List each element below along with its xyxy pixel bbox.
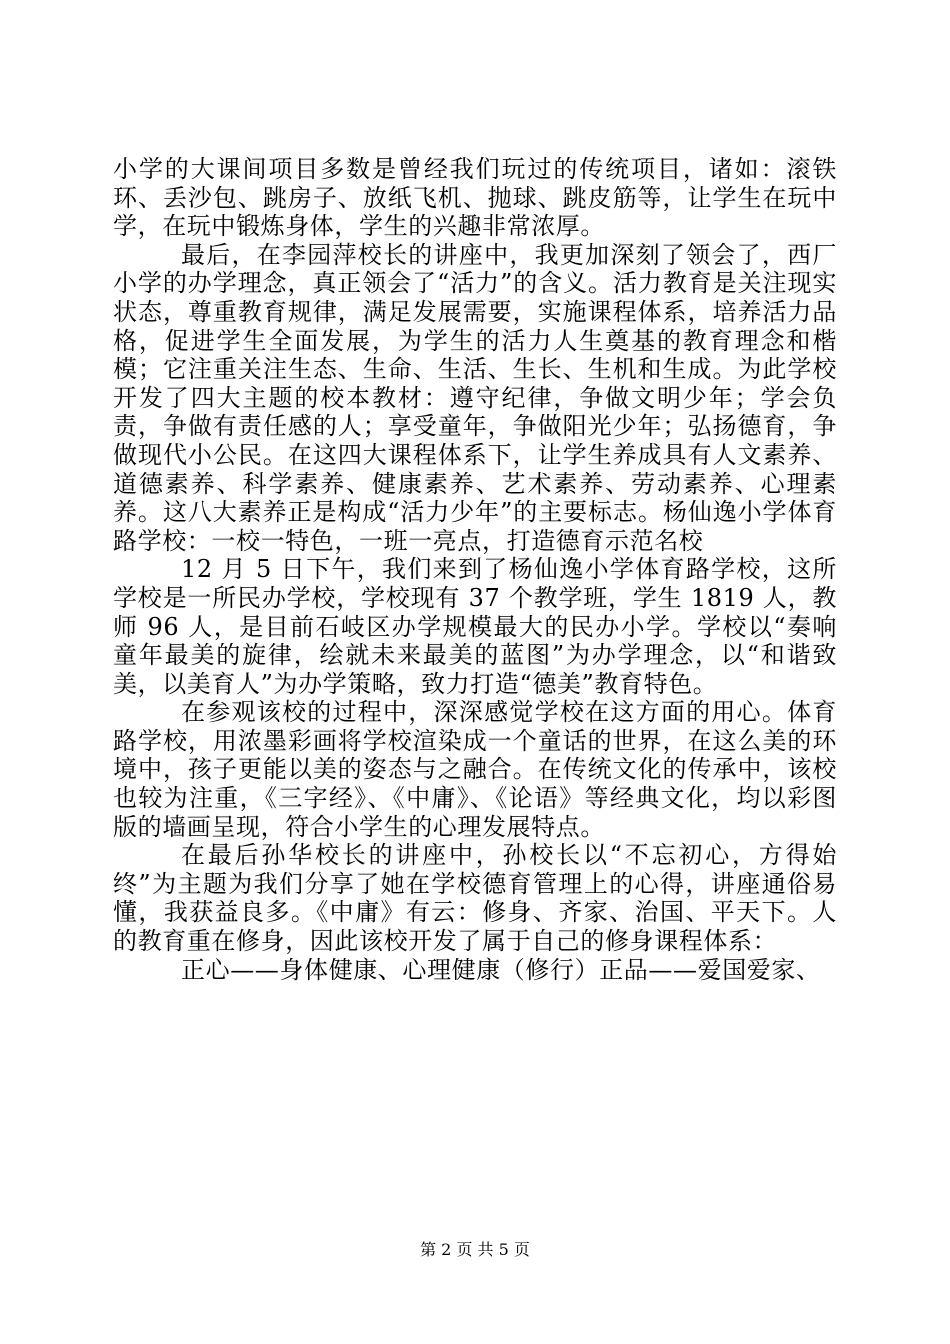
- page-number-footer: 第 2 页 共 5 页: [420, 1240, 530, 1259]
- paragraph-continuation: 小学的大课间项目多数是曾经我们玩过的传统项目，诸如：滚铁环、丢沙包、跳房子、放纸飞机、抛球、跳皮筋等，让学生在玩中学，在玩中锻炼身体，学生的兴趣非常浓厚。: [113, 155, 837, 241]
- paragraph-campus-tour: 在参观该校的过程中，深深感觉学校在这方面的用心。体育路学校，用浓墨彩画将学校渲染成一个童话的世界，在这么美的环境中，孩子更能以美的姿态与之融合。在传统文化的传承中，该校也较为注重，《三字经》、《中庸》、《论语》等经典文化，均以彩图版的墙画呈现，符合小学生的心理发展特点。: [113, 698, 837, 841]
- paragraph-lecture-sun: 在最后孙华校长的讲座中，孙校长以“不忘初心，方得始终”为主题为我们分享了她在学校德育管理上的心得，讲座通俗易懂，我获益良多。《中庸》有云：修身、齐家、治国、平天下。人的教育重在修身，因此该校开发了属于自己的修身课程体系：: [113, 841, 837, 956]
- document-body: [113, 155, 837, 984]
- paragraph-school-visit: 12 月 5 日下午，我们来到了杨仙逸小学体育路学校，这所学校是一所民办学校，学校现有 37 个教学班，学生 1819 人，教师 96 人，是目前石岐区办学规模最大的民办小学。学校以“奏响童年最美的旋律，绘就未来最美的蓝图”为办学理念，以“和谐致美，以美育人”为办学策略，致力打造“德美”教育特色。: [113, 555, 837, 698]
- paragraph-curriculum: 正心——身体健康、心理健康（修行）正品——爱国爱家、: [181, 955, 821, 984]
- paragraph-lecture-li: 最后，在李园萍校长的讲座中，我更加深刻了领会了，西厂小学的办学理念，真正领会了“活力”的含义。活力教育是关注现实状态，尊重教育规律，满足发展需要，实施课程体系，培养活力品格，促进学生全面发展，为学生的活力人生奠基的教育理念和楷模；它注重关注生态、生命、生活、生长、生机和生成。为此学校开发了四大主题的校本教材：遵守纪律，争做文明少年；学会负责，争做有责任感的人；享受童年，争做阳光少年；弘扬德育，争做现代小公民。在这四大课程体系下，让学生养成具有人文素养、道德素养、科学素养、健康素养、艺术素养、劳动素养、心理素养。这八大素养正是构成“活力少年”的主要标志。杨仙逸小学体育路学校：一校一特色，一班一亮点，打造德育示范名校: [113, 240, 837, 555]
